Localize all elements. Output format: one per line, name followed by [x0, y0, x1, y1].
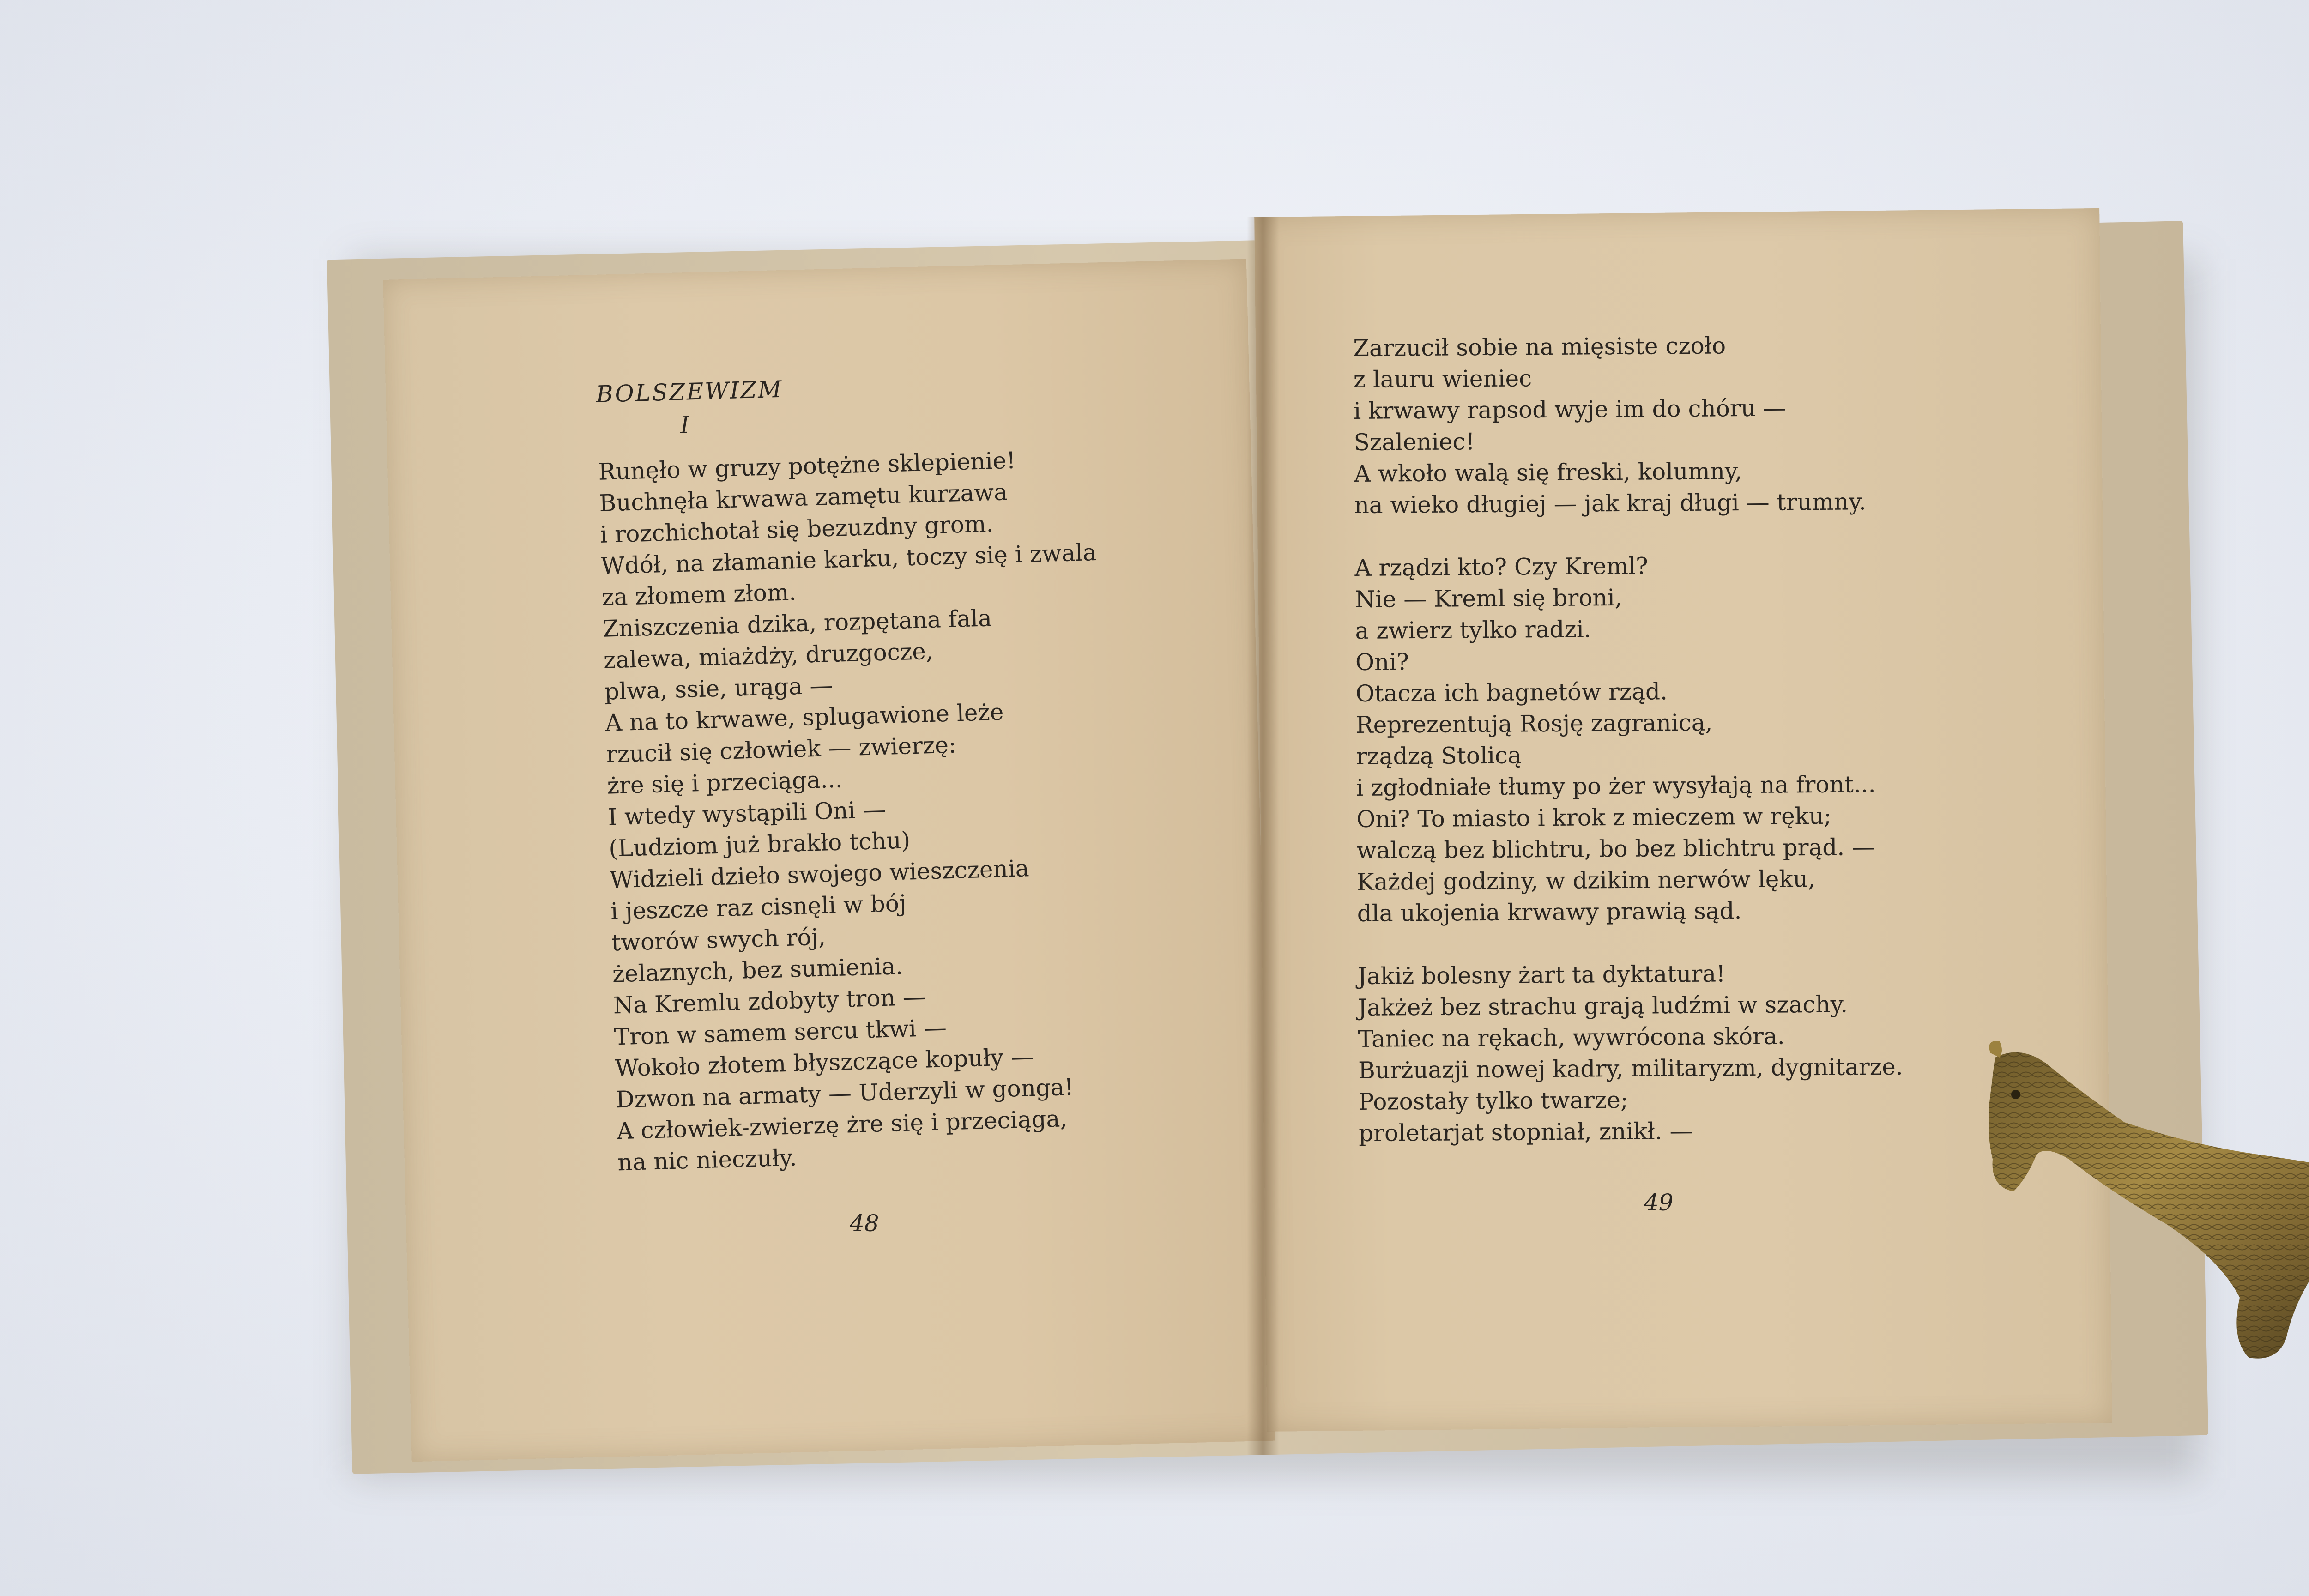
- poem-line: za złomem złom.: [601, 579, 797, 611]
- figurine-eye: [2011, 1090, 2020, 1099]
- poem-line: Oni?: [1355, 648, 1409, 676]
- poem-line: Buchnęła krwawa zamętu kurzawa: [598, 478, 1008, 517]
- poem-line: na wieko długiej — jak kraj długi — trumny.: [1354, 488, 1867, 519]
- poem-line: z lauru wieniec: [1353, 365, 1532, 393]
- poem-line: Otacza ich bagnetów rząd.: [1355, 678, 1668, 707]
- poem-title: BOLSZEWIZM: [596, 375, 784, 408]
- poem-line: i zgłodniałe tłumy po żer wysyłają na front...: [1356, 771, 1876, 801]
- poem-line: Widzieli dzieło swojego wieszczenia: [609, 855, 1030, 894]
- poem-line: na nic nieczuły.: [617, 1144, 798, 1176]
- page-number-right: 49: [1644, 1189, 1674, 1216]
- poem-line: Jakżeż bez strachu grają ludźmi w szachy.: [1358, 991, 1848, 1021]
- poem-line: żre się i przeciąga...: [606, 766, 843, 799]
- poem-line: walczą bez blichtru, bo bez blichtru prąd. —: [1356, 834, 1875, 864]
- poem-line: Każdej godziny, w dzikim nerwów lęku,: [1357, 865, 1815, 895]
- figurine-texture: [1989, 1052, 2309, 1359]
- left-page-text: [596, 365, 1113, 1178]
- poem-line: plwa, ssie, urąga —: [604, 671, 834, 705]
- poem-line: Zniszczenia dzika, rozpętana fala: [602, 605, 992, 642]
- poem-line: Wokoło złotem błyszczące kopuły —: [614, 1043, 1034, 1082]
- poem-line: Taniec na rękach, wywrócona skóra.: [1358, 1022, 1785, 1052]
- poem-line: rządzą Stolicą: [1356, 742, 1522, 770]
- page-number-left: 48: [850, 1210, 879, 1237]
- poem-line: dla ukojenia krwawy prawią sąd.: [1357, 897, 1742, 927]
- stanza-gap: [1354, 517, 1899, 552]
- brass-giraffe-figurine: [1972, 1039, 2309, 1372]
- poem-line: Na Kremlu zdobyty tron —: [613, 983, 926, 1019]
- section-number: I: [680, 411, 690, 439]
- poem-line: Burżuazji nowej kadry, militaryzm, dygnitarze.: [1358, 1053, 1903, 1084]
- poem-line: (Ludziom już brakło tchu): [608, 827, 911, 862]
- poem-line: I wtedy wystąpili Oni —: [607, 796, 886, 831]
- left-poem-lines: [598, 442, 1114, 1178]
- poem-line: i jeszcze raz cisnęli w bój: [610, 889, 907, 925]
- right-page-text: [1353, 329, 1904, 1149]
- poem-line: Jakiż bolesny żart ta dyktatura!: [1357, 960, 1726, 990]
- poem-line: zalewa, miażdży, druzgocze,: [603, 637, 934, 674]
- poem-line: A na to krwawe, splugawione leże: [605, 698, 1004, 737]
- stanza-gap: [1357, 925, 1902, 961]
- poem-line: A człowiek-zwierzę żre się i przeciąga,: [616, 1105, 1068, 1145]
- poem-line: i rozchichotał się bezuzdny grom.: [599, 510, 994, 548]
- poem-line: żelaznych, bez sumienia.: [612, 952, 903, 988]
- poem-line: A rządzi kto? Czy Kreml?: [1354, 552, 1649, 581]
- poem-line: Reprezentują Rosję zagranicą,: [1355, 709, 1713, 738]
- poem-line: Pozostały tylko twarze;: [1358, 1086, 1628, 1115]
- poem-line: proletarjat stopniał, znikł. —: [1358, 1117, 1693, 1147]
- poem-line: Tron w samem sercu tkwi —: [614, 1014, 947, 1051]
- poem-line: A wkoło walą się freski, kolumny,: [1354, 458, 1742, 487]
- figurine-ear: [1989, 1041, 2002, 1058]
- poem-line: Runęło w gruzy potężne sklepienie!: [598, 447, 1016, 485]
- poem-line: tworów swych rój,: [611, 923, 826, 956]
- poem-line: Zarzucił sobie na mięsiste czoło: [1353, 332, 1726, 362]
- poem-line: Oni? To miasto i krok z mieczem w ręku;: [1356, 802, 1832, 833]
- book-gutter: [1247, 217, 1279, 1455]
- poem-line: Dzwon na armaty — Uderzyli w gonga!: [615, 1073, 1074, 1113]
- poem-line: i krwawy rapsod wyje im do chóru —: [1353, 394, 1787, 424]
- poem-line: Nie — Kreml się broni,: [1354, 584, 1622, 613]
- poem-line: Szaleniec!: [1354, 428, 1475, 456]
- poem-line: a zwierz tylko radzi.: [1355, 616, 1591, 644]
- poem-line: rzucił się człowiek — zwierzę:: [605, 731, 957, 768]
- right-poem-lines: [1353, 329, 1904, 1149]
- poem-line: Wdół, na złamanie karku, toczy się i zwala: [600, 538, 1097, 580]
